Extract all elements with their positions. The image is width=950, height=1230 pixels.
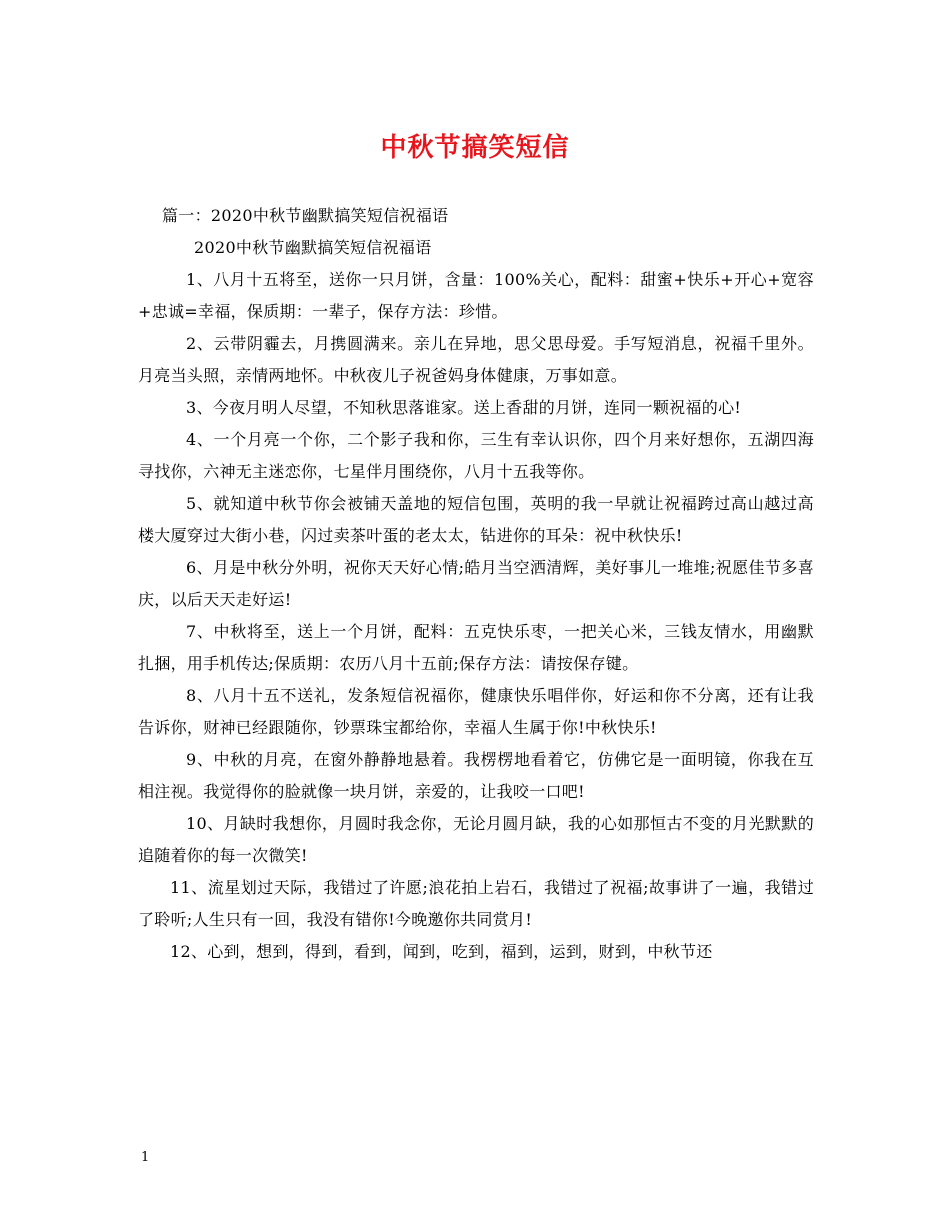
paragraph-1: 1、八月十五将至，送你一只月饼，含量：100%关心，配料：甜蜜+快乐+开心+宽容+忠诚=幸福，保质期：一辈子，保存方法：珍惜。 bbox=[138, 270, 814, 321]
paragraph-10: 10、月缺时我想你，月圆时我念你，无论月圆月缺，我的心如那恒古不变的月光默默的追随着你的每一次微笑! bbox=[138, 814, 814, 865]
paragraph-2: 2、云带阴霾去，月携圆满来。亲儿在异地，思父思母爱。手写短消息，祝福千里外。月亮当头照，亲情两地怀。中秋夜儿子祝爸妈身体健康，万事如意。 bbox=[138, 334, 814, 385]
sub-heading: 2020中秋节幽默搞笑短信祝福语 bbox=[194, 238, 432, 257]
paragraph-8: 8、八月十五不送礼，发条短信祝福你，健康快乐唱伴你，好运和你不分离，还有让我告诉你，财神已经跟随你，钞票珠宝都给你，幸福人生属于你!中秋快乐! bbox=[138, 686, 814, 737]
paragraph-3: 3、今夜月明人尽望，不知秋思落谁家。送上香甜的月饼，连同一颗祝福的心! bbox=[186, 398, 742, 417]
document-body bbox=[138, 200, 814, 968]
paragraph-7: 7、中秋将至，送上一个月饼，配料：五克快乐枣，一把关心米，三钱友情水，用幽默扎捆，用手机传达;保质期：农历八月十五前;保存方法：请按保存键。 bbox=[138, 622, 814, 673]
page-number: 1 bbox=[141, 1150, 150, 1165]
paragraph-5: 5、就知道中秋节你会被铺天盖地的短信包围，英明的我一早就让祝福跨过高山越过高楼大厦穿过大街小巷，闪过卖茶叶蛋的老太太，钻进你的耳朵：祝中秋快乐! bbox=[138, 494, 814, 545]
paragraph-11: 11、流星划过天际，我错过了许愿;浪花拍上岩石，我错过了祝福;故事讲了一遍，我错过了聆听;人生只有一回，我没有错你!今晚邀你共同赏月! bbox=[138, 878, 814, 929]
paragraph-9: 9、中秋的月亮，在窗外静静地悬着。我楞楞地看着它，仿佛它是一面明镜，你我在互相注视。我觉得你的脸就像一块月饼，亲爱的，让我咬一口吧! bbox=[138, 750, 814, 801]
paragraph-12: 12、心到，想到，得到，看到，闻到，吃到，福到，运到，财到，中秋节还 bbox=[170, 942, 713, 961]
section-heading: 篇一：2020中秋节幽默搞笑短信祝福语 bbox=[162, 206, 449, 225]
document-title: 中秋节搞笑短信 bbox=[380, 133, 570, 163]
paragraph-4: 4、一个月亮一个你，二个影子我和你，三生有幸认识你，四个月来好想你，五湖四海寻找你，六神无主迷恋你，七星伴月围绕你，八月十五我等你。 bbox=[138, 430, 814, 481]
paragraph-6: 6、月是中秋分外明，祝你天天好心情;皓月当空洒清辉，美好事儿一堆堆;祝愿佳节多喜庆，以后天天走好运! bbox=[138, 558, 814, 609]
